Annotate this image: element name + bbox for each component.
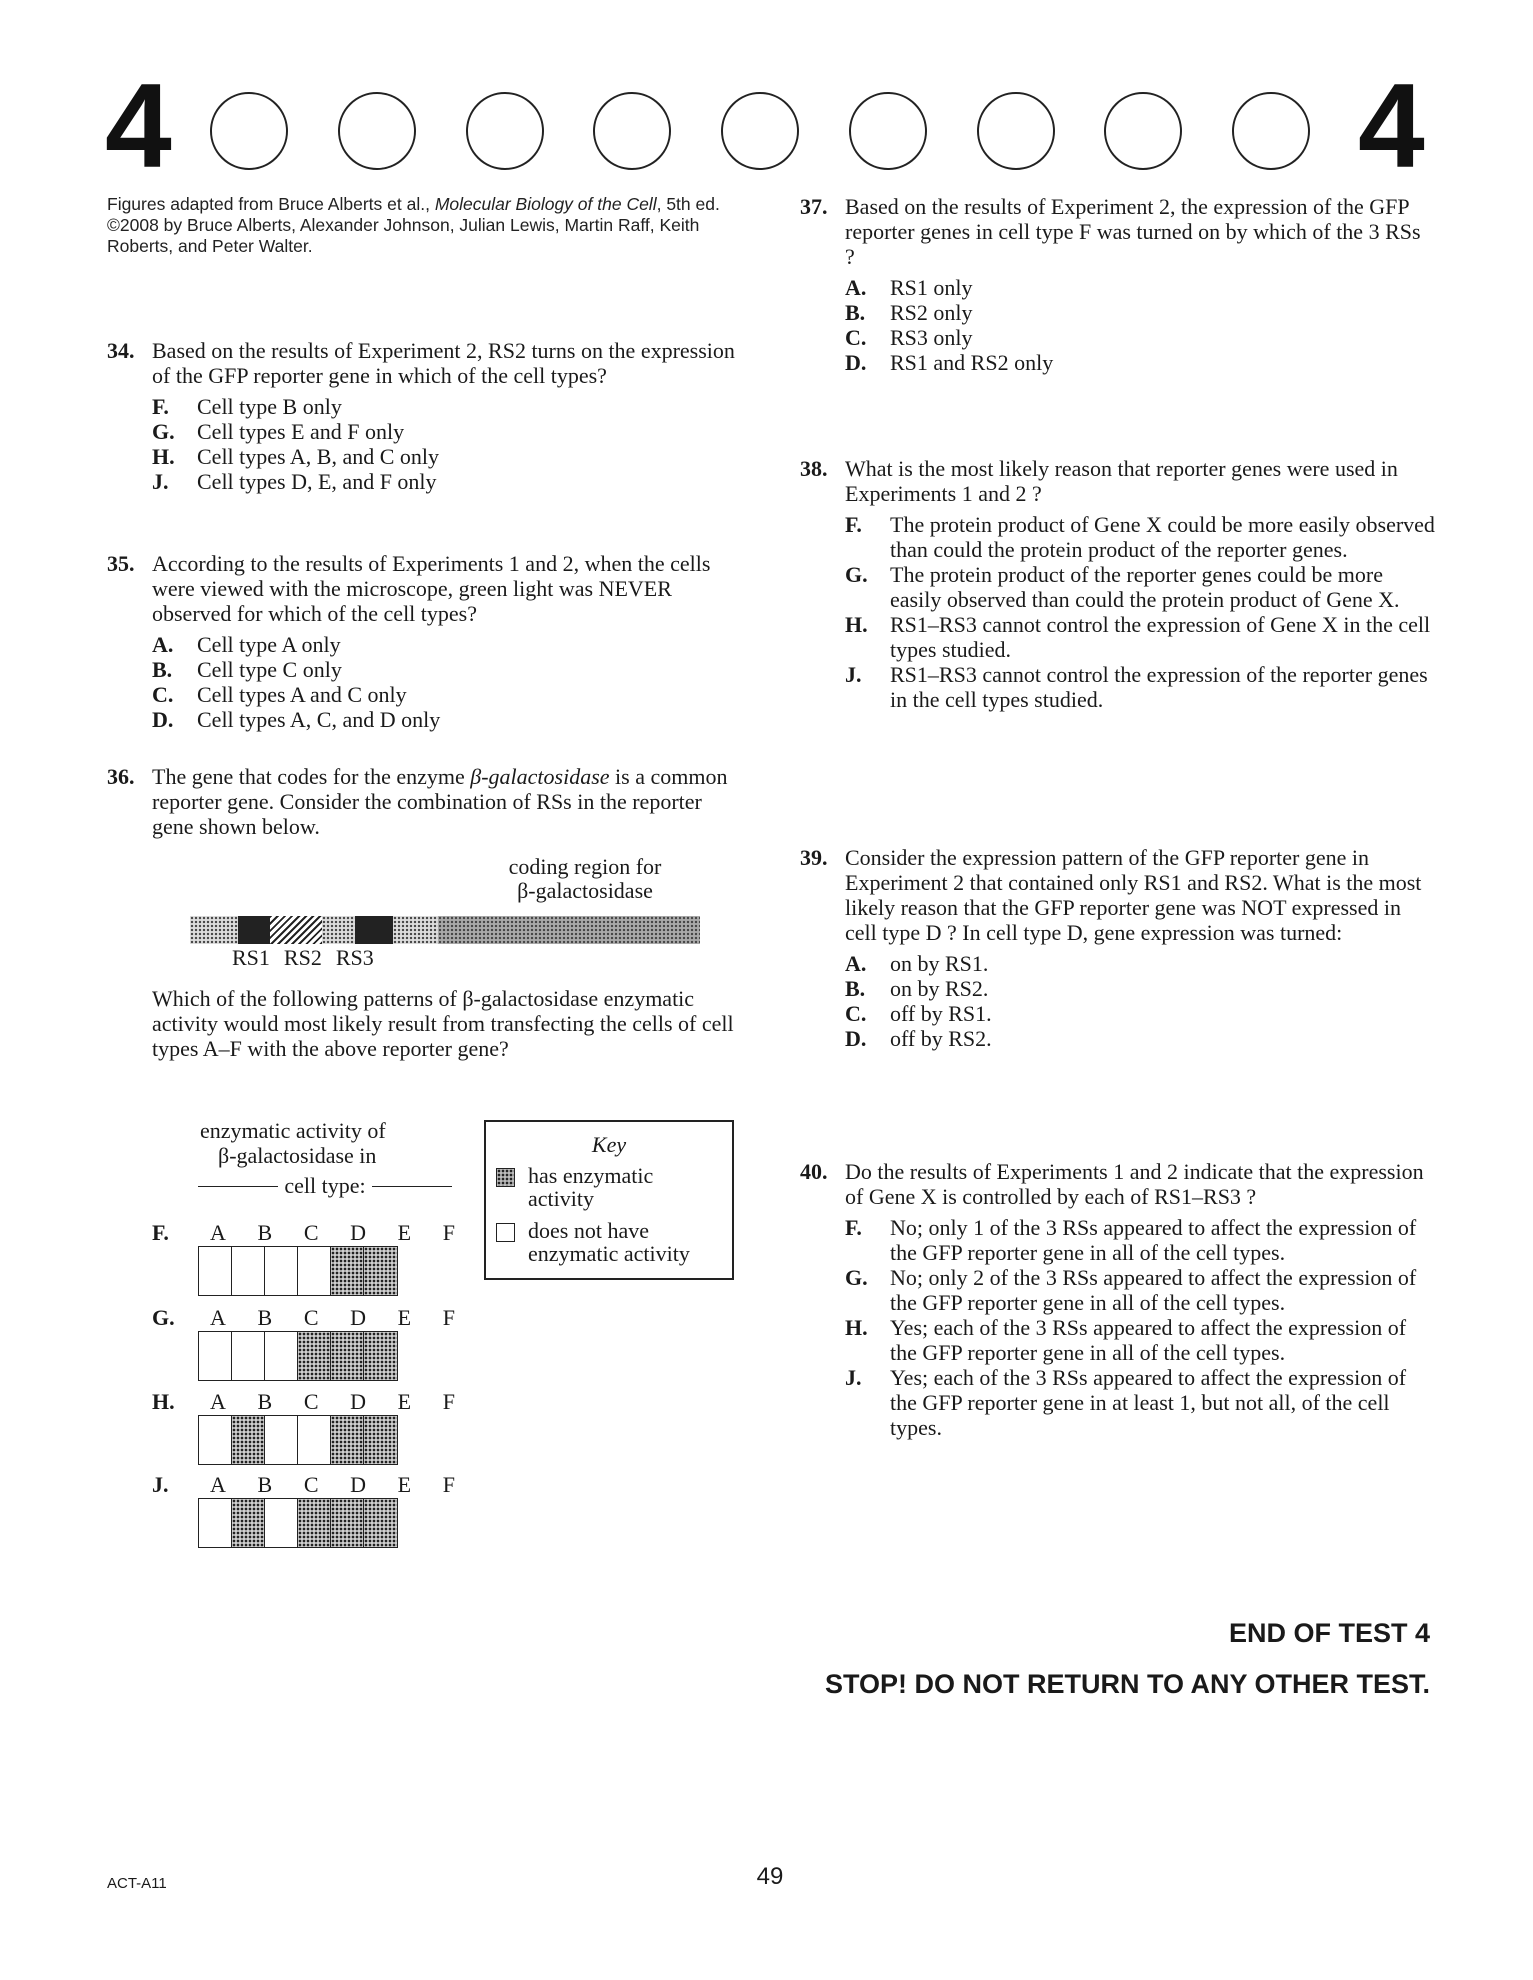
key-box: [484, 1120, 734, 1280]
question-34: 34. Based on the results of Experiment 2, RS2 turns on the expression of the GFP reporter gene in which of the cell types? F. Cell type B only G. Cell types E and F only H. Cell types A, B, and C only J. Cell types D, E, and F only: [107, 338, 747, 494]
options-34: [152, 394, 747, 494]
activity-cell-b: [232, 1416, 265, 1464]
option-37-d[interactable]: D. RS1 and RS2 only: [845, 350, 1054, 375]
activity-cell-b: [232, 1499, 265, 1547]
option-35-a[interactable]: A. Cell type A only: [152, 632, 341, 657]
options-40: [845, 1215, 1435, 1440]
section-number-left: 4: [105, 59, 172, 193]
activity-cell-a: [199, 1499, 232, 1547]
header-circle: [1104, 92, 1182, 170]
key-title: Key: [591, 1132, 627, 1157]
question-36: 36. The gene that codes for the enzyme β-galactosidase is a common reporter gene. Consider the combination of RSs in the reporter gene shown below.: [107, 764, 728, 839]
figure-credit: Figures adapted from Bruce Alberts et al., Molecular Biology of the Cell, 5th ed. ©2008 by Bruce Alberts, Alexander Johnson, Julian Lewis, Martin Raff, Keith Roberts, and Peter Walter.: [107, 194, 720, 256]
key-off-label: does not have enzymatic activity: [528, 1218, 690, 1266]
option-34-j[interactable]: J. Cell types D, E, and F only: [152, 469, 437, 494]
option-38-g[interactable]: G. The protein product of the reporter genes could be more easily observed than could the protein product of Gene X.: [845, 562, 1400, 612]
option-36-h-letter[interactable]: H.: [152, 1389, 175, 1414]
option-40-g[interactable]: G. No; only 2 of the 3 RSs appeared to affect the expression of the GFP reporter gene in all of the cell types.: [845, 1265, 1417, 1315]
activity-cell-e: [331, 1499, 364, 1547]
activity-cell-b: [232, 1332, 265, 1380]
question-39: 39. Consider the expression pattern of the GFP reporter gene in Experiment 2 that contained only RS1 and RS2. What is the most likely reason that the GFP reporter gene was NOT expressed in cell type D ? In cell type D, gene expression was turned: A. on by RS1. B. on by RS2. C. off by RS1. D. off by RS2.: [800, 845, 1435, 1051]
activity-cell-b: [232, 1247, 265, 1295]
rs3-label: RS3: [335, 945, 374, 970]
end-of-test: END OF TEST 4: [1228, 1618, 1430, 1648]
activity-cell-f: [364, 1247, 397, 1295]
coding-region-segment: [438, 916, 700, 944]
option-36-f-letter[interactable]: F.: [152, 1220, 169, 1245]
activity-cell-a: [199, 1416, 232, 1464]
option-40-f[interactable]: F. No; only 1 of the 3 RSs appeared to affect the expression of the GFP reporter gene in all of the cell types.: [845, 1215, 1417, 1265]
options-37: [845, 275, 1435, 375]
activity-cell-f: [364, 1332, 397, 1380]
option-39-a[interactable]: A. on by RS1.: [845, 951, 989, 976]
options-39: [845, 951, 1435, 1051]
activity-cell-d: [298, 1247, 331, 1295]
question-40: 40. Do the results of Experiments 1 and 2 indicate that the expression of Gene X is controlled by each of RS1–RS3 ? F. No; only 1 of the 3 RSs appeared to affect the expression of the GFP reporter gene in all of the cell types. G. No; only 2 of the 3 RSs appeared to affect the expression of the GFP reporter gene in all of the cell types. H. Yes; each of the 3 RSs appeared to affect the expression of the GFP reporter gene in all of the cell types. J. Yes; each of the 3 RSs appeared to affect the expression of the GFP reporter gene in at least 1, but not all, of the cell types.: [800, 1159, 1435, 1440]
option-35-b[interactable]: B. Cell type C only: [152, 657, 342, 682]
option-37-c[interactable]: C. RS3 only: [845, 325, 973, 350]
option-36-j-letter[interactable]: J.: [152, 1472, 169, 1497]
key-on-swatch: [496, 1168, 515, 1187]
cell-letters: A B C D E F: [210, 1389, 455, 1414]
option-39-c[interactable]: C. off by RS1.: [845, 1001, 992, 1026]
test-code: ACT-A11: [107, 1875, 167, 1892]
gene-spacer-segment: [322, 916, 355, 944]
options-35: [152, 632, 747, 732]
header-circle: [849, 92, 927, 170]
option-35-c[interactable]: C. Cell types A and C only: [152, 682, 407, 707]
coding-region-label: coding region for β-galactosidase: [508, 854, 662, 903]
header-circle: [977, 92, 1055, 170]
cell-letters: A B C D E F: [210, 1220, 455, 1245]
page-number: 49: [756, 1863, 784, 1890]
header-circle: [338, 92, 416, 170]
activity-grid-j[interactable]: [198, 1498, 398, 1548]
activity-cell-d: [298, 1332, 331, 1380]
question-35: 35. According to the results of Experiments 1 and 2, when the cells were viewed with the microscope, green light was NEVER observed for which of the cell types? A. Cell type A only B. Cell type C only C. Cell types A and C only D. Cell types A, C, and D only: [107, 551, 747, 732]
rs1-label: RS1: [232, 945, 270, 970]
section-number-right: 4: [1358, 59, 1425, 193]
cell-letters: A B C D E F: [210, 1472, 455, 1497]
option-40-j[interactable]: J. Yes; each of the 3 RSs appeared to affect the expression of the GFP reporter gene in at least 1, but not all, of the cell types.: [845, 1365, 1407, 1440]
activity-cell-c: [265, 1247, 298, 1295]
header-circle: [210, 92, 288, 170]
activity-cell-e: [331, 1247, 364, 1295]
option-34-f[interactable]: F. Cell type B only: [152, 394, 342, 419]
cell-type-bracket: cell type:: [198, 1186, 452, 1212]
activity-cell-e: [331, 1416, 364, 1464]
rs3-segment: [355, 916, 393, 944]
activity-grid-f[interactable]: [198, 1246, 398, 1296]
option-37-a[interactable]: A. RS1 only: [845, 275, 973, 300]
header-circle: [466, 92, 544, 170]
activity-cell-a: [199, 1332, 232, 1380]
question-38: 38. What is the most likely reason that reporter genes were used in Experiments 1 and 2 ? F. The protein product of Gene X could be more easily observed than could the protein product of the reporter genes. G. The protein product of the reporter genes could be more easily observed than could the protein product of Gene X. H. RS1–RS3 cannot control the expression of Gene X in the cell types studied. J. RS1–RS3 cannot control the expression of the reporter genes in the cell types studied.: [800, 456, 1435, 712]
rs2-label: RS2: [283, 945, 322, 970]
stop-notice: STOP! DO NOT RETURN TO ANY OTHER TEST.: [824, 1669, 1430, 1699]
activity-grid-h[interactable]: [198, 1415, 398, 1465]
option-39-d[interactable]: D. off by RS2.: [845, 1026, 992, 1051]
option-36-g-letter[interactable]: G.: [152, 1305, 175, 1330]
option-38-f[interactable]: F. The protein product of Gene X could be more easily observed than could the protein product of the reporter genes.: [845, 512, 1435, 562]
header-circle: [721, 92, 799, 170]
activity-title: enzymatic activity of β-galactosidase in: [200, 1118, 386, 1168]
activity-cell-c: [265, 1332, 298, 1380]
rs1-segment: [238, 916, 270, 944]
header-circle: [593, 92, 671, 170]
question-37: 37. Based on the results of Experiment 2, the expression of the GFP reporter genes in cell type F was turned on by which of the 3 RSs ? A. RS1 only B. RS2 only C. RS3 only D. RS1 and RS2 only: [800, 194, 1435, 375]
option-35-d[interactable]: D. Cell types A, C, and D only: [152, 707, 441, 732]
activity-cell-c: [265, 1499, 298, 1547]
header-circles: [210, 92, 1310, 174]
question-36-prompt: Which of the following patterns of β-galactosidase enzymatic activity would most likely result from transfecting the cells of cell types A–F with the above reporter gene?: [152, 986, 734, 1061]
option-40-h[interactable]: H. Yes; each of the 3 RSs appeared to affect the expression of the GFP reporter gene in all of the cell types.: [845, 1315, 1407, 1365]
activity-grid-g[interactable]: [198, 1331, 398, 1381]
option-38-h[interactable]: H. RS1–RS3 cannot control the expression of Gene X in the cell types studied.: [845, 612, 1431, 662]
option-38-j[interactable]: J. RS1–RS3 cannot control the expression of the reporter genes in the cell types studied.: [845, 662, 1428, 712]
option-37-b[interactable]: B. RS2 only: [845, 300, 973, 325]
key-off-swatch: [496, 1223, 515, 1242]
rs-labels: [232, 945, 374, 970]
activity-cell-f: [364, 1499, 397, 1547]
activity-cell-d: [298, 1416, 331, 1464]
activity-cell-f: [364, 1416, 397, 1464]
option-39-b[interactable]: B. on by RS2.: [845, 976, 989, 1001]
gene-spacer-segment: [393, 916, 438, 944]
activity-cell-c: [265, 1416, 298, 1464]
cell-letters: A B C D E F: [210, 1305, 455, 1330]
activity-cell-a: [199, 1247, 232, 1295]
gene-left-segment: [190, 916, 238, 944]
activity-cell-d: [298, 1499, 331, 1547]
rs2-segment: [270, 916, 322, 944]
header-circle: [1232, 92, 1310, 170]
option-34-h[interactable]: H. Cell types A, B, and C only: [152, 444, 439, 469]
options-38: [845, 512, 1435, 712]
activity-cell-e: [331, 1332, 364, 1380]
key-on-label: has enzymatic activity: [528, 1163, 654, 1211]
option-34-g[interactable]: G. Cell types E and F only: [152, 419, 405, 444]
